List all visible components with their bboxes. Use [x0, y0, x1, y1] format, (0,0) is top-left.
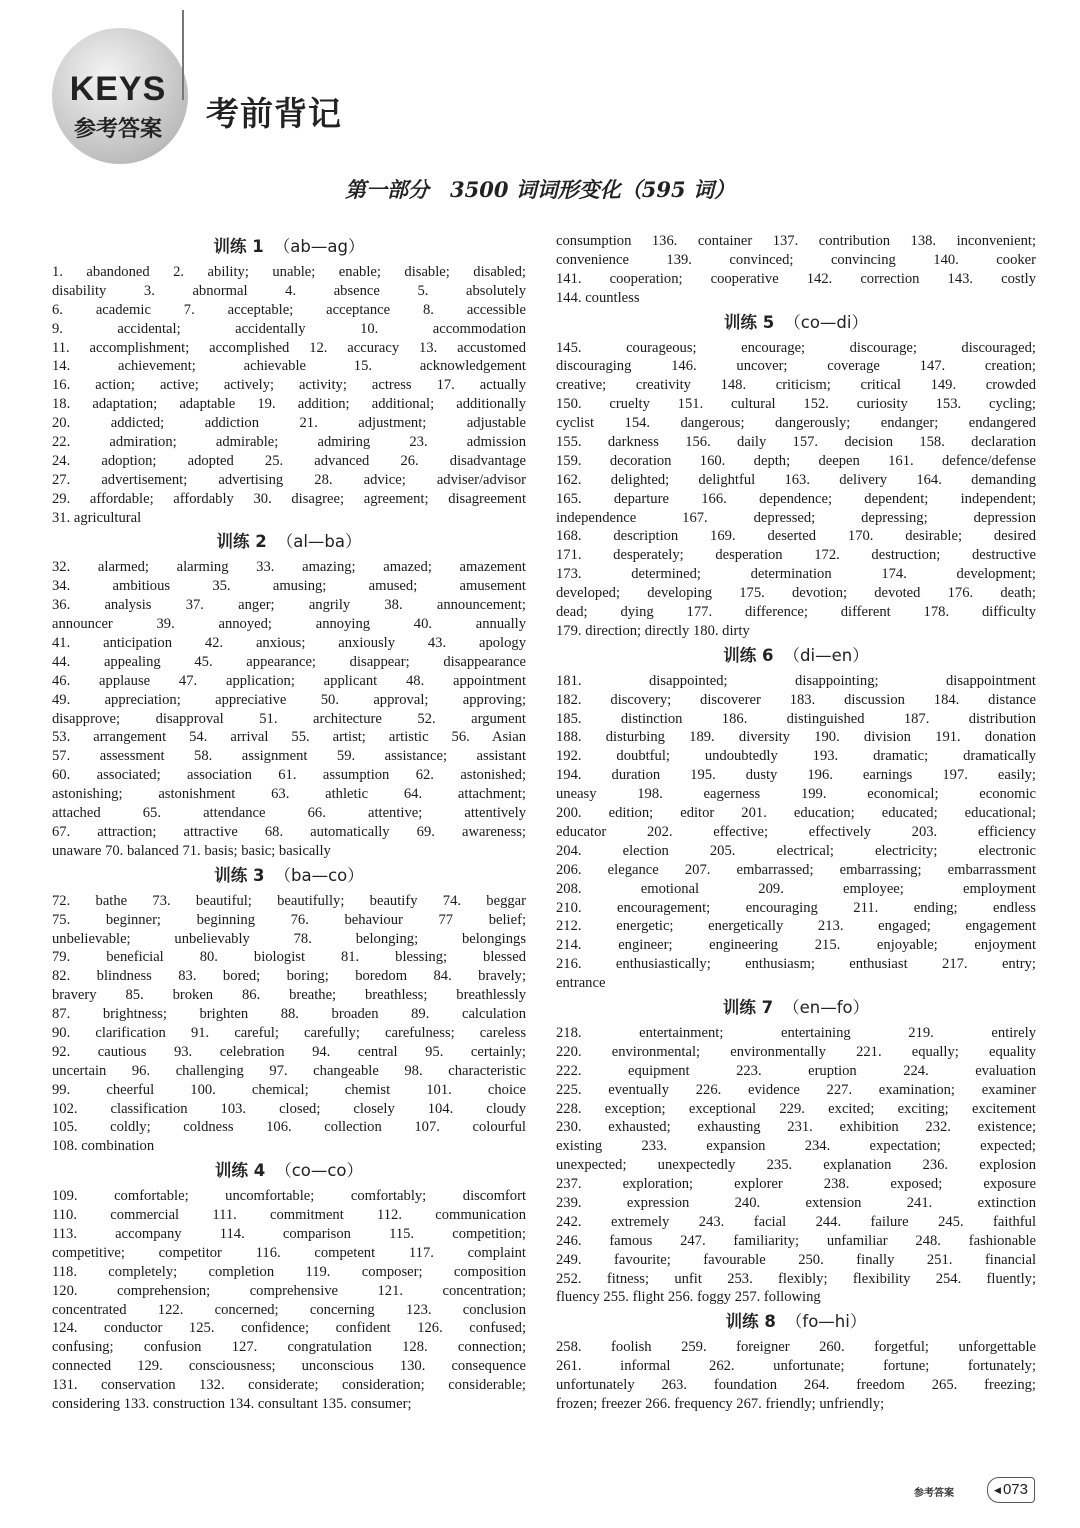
answer-line: creative; creativity 148. criticism; critical 149. crowded — [556, 377, 1036, 394]
answer-line: 210. encouragement; encouraging 211. ending; endless — [556, 899, 1036, 916]
page-arrow-icon: ◀ — [994, 1485, 1001, 1495]
answer-line: 171. desperately; desperation 172. destruction; destructive — [556, 547, 1036, 564]
answer-line: independence 167. depressed; depressing; depression — [556, 509, 1036, 526]
answer-line: 49. appreciation; appreciative 50. approval; approving; — [52, 691, 526, 708]
answer-line: 252. fitness; unfit 253. flexibly; flexibility 254. fluently; — [556, 1270, 1036, 1287]
section-title — [52, 1160, 526, 1181]
answer-line: 72. bathe 73. beautiful; beautifully; beautify 74. beggar — [52, 892, 526, 909]
answer-line: 145. courageous; encourage; discourage; discouraged; — [556, 339, 1036, 356]
answer-line: 173. determined; determination 174. development; — [556, 566, 1036, 583]
answer-line: 31. agricultural — [52, 509, 142, 526]
answer-line: 181. disappointed; disappointing; disappointment — [556, 672, 1036, 689]
answer-line: concentrated 122. concerned; concerning 123. conclusion — [52, 1301, 526, 1318]
answer-line: considering 133. construction 134. consultant 135. consumer; — [52, 1395, 412, 1412]
section-title-label: 训练 8 — [725, 1312, 776, 1332]
answer-line: 1. abandoned 2. ability; unable; enable; disable; disabled; — [52, 264, 526, 280]
section-title — [52, 236, 526, 257]
answer-line: developed; developing 175. devotion; devoted 176. death; — [556, 585, 1036, 602]
badge-keys-text: KEYS — [69, 70, 167, 108]
answer-line: 230. exhausted; exhausting 231. exhibition 232. existence; — [556, 1119, 1036, 1136]
answer-line: 41. anticipation 42. anxious; anxiously 43. apology — [52, 635, 526, 652]
section-title — [556, 312, 1036, 333]
answer-line: 214. engineer; engineering 215. enjoyable; enjoyment — [556, 937, 1036, 954]
answer-line: 99. cheerful 100. chemical; chemist 101. choice — [52, 1081, 526, 1098]
answer-line: 212. energetic; energetically 213. engaged; engagement — [556, 918, 1036, 935]
section-range: （co—co） — [275, 1161, 364, 1181]
answer-line: existing 233. expansion 234. expectation; expected; — [556, 1138, 1036, 1155]
answer-line: 27. advertisement; advertising 28. advice; adviser/advisor — [52, 471, 526, 488]
section-title-label: 训练 5 — [724, 312, 775, 332]
answer-line: disability 3. abnormal 4. absence 5. absolutely — [52, 282, 526, 299]
answer-line: 168. description 169. deserted 170. desirable; desired — [556, 528, 1036, 545]
answer-line: 16. action; active; actively; activity; actress 17. actually — [52, 377, 526, 394]
answer-line: 90. clarification 91. careful; carefully; carefulness; careless — [52, 1024, 526, 1041]
answer-line: 192. doubtful; undoubtedly 193. dramatic; dramatically — [556, 748, 1036, 765]
answer-line: bravery 85. broken 86. breathe; breathless; breathlessly — [52, 987, 526, 1004]
section-range: （al—ba） — [276, 532, 362, 552]
answer-line: 131. conservation 132. considerate; consideration; considerable; — [52, 1377, 526, 1394]
answer-line: 24. adoption; adopted 25. advanced 26. disadvantage — [52, 452, 526, 469]
section-range: （co—di） — [784, 312, 868, 332]
answer-line: 200. edition; editor 201. education; educated; educational; — [556, 805, 1036, 822]
answer-line: connected 129. consciousness; unconscious 130. consequence — [52, 1358, 526, 1375]
answer-line: 220. environmental; environmentally 221. equally; equality — [556, 1043, 1036, 1060]
answer-line: 120. comprehension; comprehensive 121. concentration; — [52, 1282, 526, 1299]
answer-line: 159. decoration 160. depth; deepen 161. defence/defense — [556, 452, 1036, 469]
page-number — [987, 1477, 1035, 1503]
answer-line: 124. conductor 125. confidence; confident 126. confused; — [52, 1320, 526, 1337]
answer-line: 194. duration 195. dusty 196. earnings 197. easily; — [556, 767, 1036, 784]
section-title-label: 训练 3 — [214, 865, 265, 885]
answer-line: 18. adaptation; adaptable 19. addition; additional; additionally — [52, 396, 526, 413]
answer-line: 228. exception; exceptional 229. excited; exciting; excitement — [556, 1100, 1036, 1117]
left-column — [52, 232, 526, 1414]
answer-line: unbelievable; unbelievably 78. belonging; belongings — [52, 930, 526, 947]
section-range: （fo—hi） — [785, 1312, 867, 1332]
section-title-label: 训练 4 — [214, 1161, 266, 1181]
answer-line: astonishing; astonishment 63. athletic 64. attachment; — [52, 786, 526, 803]
page-number-text: 073 — [1002, 1481, 1028, 1498]
section-range: （di—en） — [783, 645, 869, 665]
answer-line: 246. famous 247. familiarity; unfamiliar 248. fashionable — [556, 1232, 1036, 1249]
answer-line: competitive; competitor 116. competent 117. complaint — [52, 1244, 526, 1261]
section-title — [52, 865, 526, 886]
answer-line: uneasy 198. eagerness 199. economical; economic — [556, 786, 1036, 803]
answer-line: 60. associated; association 61. assumption 62. astonished; — [52, 767, 526, 784]
badge-subtitle: 参考答案 — [73, 117, 162, 142]
section-title-label: 训练 6 — [723, 645, 774, 665]
section-title — [556, 997, 1036, 1018]
answer-line: 155. darkness 156. daily 157. decision 158. declaration — [556, 434, 1036, 451]
answer-line: 108. combination — [52, 1138, 155, 1155]
answer-line: 87. brightness; brighten 88. broaden 89. calculation — [52, 1006, 526, 1023]
answer-line: 208. emotional 209. employee; employment — [556, 880, 1036, 897]
answer-line: 261. informal 262. unfortunate; fortune; fortunately; — [556, 1358, 1036, 1375]
footer-label: 参考答案 — [914, 1488, 954, 1499]
section-title-label: 训练 1 — [213, 237, 264, 256]
answer-line: 29. affordable; affordably 30. disagree; agreement; disagreement — [52, 490, 526, 507]
answer-line: 105. coldly; coldness 106. collection 107. colourful — [52, 1119, 526, 1136]
answer-line: 14. achievement; achievable 15. acknowledgement — [52, 358, 526, 375]
answer-line: 222. equipment 223. eruption 224. evaluation — [556, 1062, 1036, 1079]
answer-line: 32. alarmed; alarming 33. amazing; amazed; amazement — [52, 559, 526, 576]
answer-line: consumption 136. container 137. contribution 138. inconvenient; — [556, 233, 1036, 249]
answer-line: unfortunately 263. foundation 264. freedom 265. freezing; — [556, 1377, 1036, 1394]
answer-line: 225. eventually 226. evidence 227. examination; examiner — [556, 1081, 1036, 1098]
answer-line: discouraging 146. uncover; coverage 147. creation; — [556, 358, 1036, 375]
answer-line: 258. foolish 259. foreigner 260. forgetful; unforgettable — [556, 1339, 1036, 1356]
answer-line: 218. entertainment; entertaining 219. entirely — [556, 1024, 1036, 1041]
answer-line: fluency 255. flight 256. foggy 257. following — [556, 1289, 821, 1306]
answer-line: educator 202. effective; effectively 203. efficiency — [556, 823, 1036, 840]
answer-line: 109. comfortable; uncomfortable; comfortably; discomfort — [52, 1188, 526, 1205]
answer-line: 162. delighted; delightful 163. delivery 164. demanding — [556, 471, 1036, 488]
answer-line: announcer 39. annoyed; annoying 40. annually — [52, 616, 526, 633]
answer-line: dead; dying 177. difference; different 178. difficulty — [556, 604, 1036, 621]
answer-line: 36. analysis 37. anger; angrily 38. announcement; — [52, 597, 526, 614]
answer-line: 82. blindness 83. bored; boring; boredom 84. bravely; — [52, 968, 526, 985]
answer-line: 22. admiration; admirable; admiring 23. admission — [52, 434, 526, 451]
answer-line: 75. beginner; beginning 76. behaviour 77 belief; — [52, 911, 526, 928]
section-title-label: 训练 7 — [722, 997, 774, 1017]
answer-line: 144. countless — [556, 289, 640, 306]
section-range: （ba—co） — [274, 865, 364, 885]
answer-line: entrance — [556, 975, 606, 992]
answer-line: 216. enthusiastically; enthusiasm; enthusiast 217. entry; — [556, 956, 1036, 973]
answer-line: 179. direction; directly 180. dirty — [556, 622, 750, 639]
answer-line: 204. election 205. electrical; electricity; electronic — [556, 842, 1036, 859]
answer-line: cyclist 154. dangerous; dangerously; endanger; endangered — [556, 415, 1036, 432]
answer-line: 237. exploration; explorer 238. exposed; exposure — [556, 1176, 1036, 1193]
answer-line: 242. extremely 243. facial 244. failure 245. faithful — [556, 1213, 1036, 1230]
answer-line: 185. distinction 186. distinguished 187. distribution — [556, 710, 1036, 727]
answer-line: frozen; freezer 266. frequency 267. friendly; unfriendly; — [556, 1395, 885, 1412]
answer-line: 9. accidental; accidentally 10. accommodation — [52, 320, 526, 337]
part-title: 第一部分 3500 词词形变化（595 词） — [345, 177, 735, 202]
answer-line: 79. beneficial 80. biologist 81. blessing; blessed — [52, 949, 526, 966]
answer-line: uncertain 96. challenging 97. changeable 98. characteristic — [52, 1062, 526, 1079]
page-title: 考前背记 — [206, 94, 342, 133]
answer-line: 102. classification 103. closed; closely 104. cloudy — [52, 1100, 526, 1117]
answer-line: 34. ambitious 35. amusing; amused; amusement — [52, 578, 526, 595]
answer-line: 188. disturbing 189. diversity 190. division 191. donation — [556, 729, 1036, 746]
answer-line: 67. attraction; attractive 68. automatically 69. awareness; — [52, 823, 526, 840]
answer-line: 118. completely; completion 119. composer; composition — [52, 1263, 526, 1280]
section-range: （en—fo） — [783, 997, 870, 1017]
answer-line: 57. assessment 58. assignment 59. assistance; assistant — [52, 748, 526, 765]
answer-line: 150. cruelty 151. cultural 152. curiosity 153. cycling; — [556, 396, 1036, 413]
answer-line: 182. discovery; discoverer 183. discussion 184. distance — [556, 691, 1036, 708]
answer-line: convenience 139. convinced; convincing 140. cooker — [556, 251, 1036, 268]
right-column — [556, 232, 1036, 1414]
answer-line: 110. commercial 111. commitment 112. communication — [52, 1207, 526, 1224]
answer-line: 53. arrangement 54. arrival 55. artist; artistic 56. Asian — [52, 729, 526, 746]
section-title — [52, 531, 526, 552]
answer-line: 113. accompany 114. comparison 115. competition; — [52, 1225, 526, 1242]
badge-divider — [182, 10, 184, 100]
answer-line: 92. cautious 93. celebration 94. central 95. certainly; — [52, 1043, 526, 1060]
answer-line: 6. academic 7. acceptable; acceptance 8. accessible — [52, 301, 526, 318]
answer-line: 20. addicted; addiction 21. adjustment; adjustable — [52, 415, 526, 432]
section-range: （ab—ag） — [273, 237, 365, 256]
answer-line: 46. applause 47. application; applicant 48. appointment — [52, 672, 526, 689]
answer-line: 44. appealing 45. appearance; disappear; disappearance — [52, 653, 526, 670]
answer-line: unaware 70. balanced 71. basis; basic; basically — [52, 842, 331, 859]
answer-line: 165. departure 166. dependence; dependent; independent; — [556, 490, 1036, 507]
answer-line: 141. cooperation; cooperative 142. correction 143. costly — [556, 270, 1036, 287]
answer-line: attached 65. attendance 66. attentive; attentively — [52, 805, 526, 822]
answer-line: disapprove; disapproval 51. architecture 52. argument — [52, 710, 526, 727]
answer-line: 11. accomplishment; accomplished 12. accuracy 13. accustomed — [52, 339, 526, 356]
answer-line: 239. expression 240. extension 241. extinction — [556, 1194, 1036, 1211]
answer-line: 206. elegance 207. embarrassed; embarrassing; embarrassment — [556, 861, 1036, 878]
answer-line: unexpected; unexpectedly 235. explanation 236. explosion — [556, 1157, 1036, 1174]
section-title — [556, 645, 1036, 666]
section-title-label: 训练 2 — [216, 532, 267, 552]
answer-line: confusing; confusion 127. congratulation 128. connection; — [52, 1339, 526, 1356]
answer-line: 249. favourite; favourable 250. finally 251. financial — [556, 1251, 1036, 1268]
section-title — [556, 1311, 1036, 1332]
